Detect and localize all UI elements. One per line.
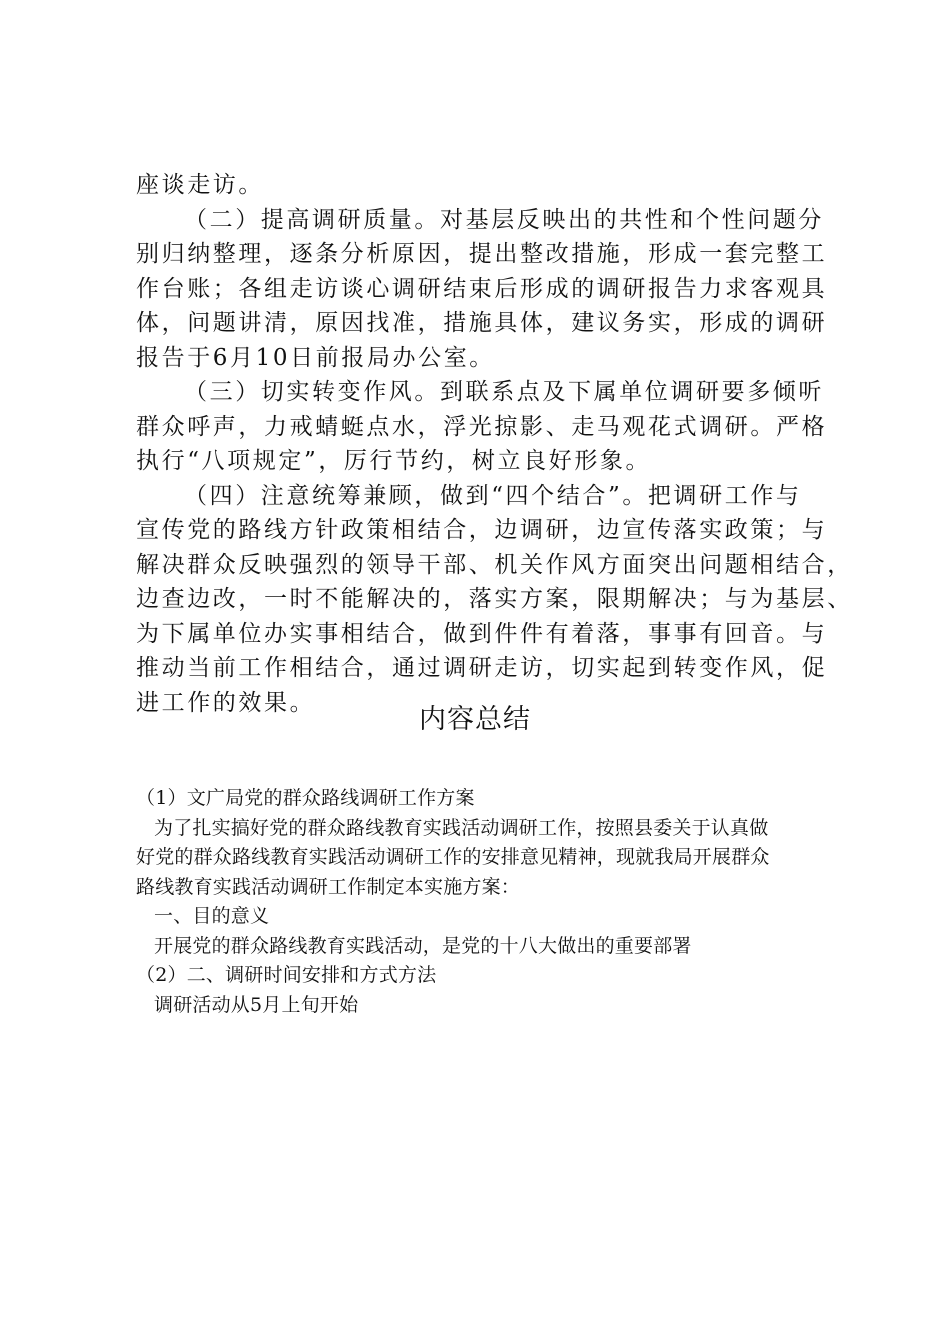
- body-line: 体，问题讲清，原因找准，措施具体，建议务实，形成的调研: [136, 310, 828, 336]
- body-line: 执行“八项规定”，厉行节约，树立良好形象。: [136, 448, 652, 474]
- body-line: 推动当前工作相结合，通过调研走访，切实起到转变作风，促: [136, 655, 828, 681]
- body-line: 座谈走访。: [136, 172, 264, 198]
- summary-line: 路线教育实践活动调研工作制定本实施方案：: [136, 875, 521, 898]
- body-line: 作台账；各组走访谈心调研结束后形成的调研报告力求客观具: [136, 275, 828, 302]
- body-line: 群众呼声，力戒蜻蜓点水，浮光掠影、走马观花式调研。严格: [136, 413, 828, 440]
- summary-line: 好党的群众路线教育实践活动调研工作的安排意见精神，现就我局开展群众: [136, 846, 770, 868]
- body-line: 进工作的效果。: [136, 689, 316, 716]
- summary-line: 为了扎实搞好党的群众路线教育实践活动调研工作，按照县委关于认真做: [154, 816, 769, 839]
- body-line: 报告于6月10日前报局办公室。: [136, 344, 495, 371]
- summary-line: 调研活动从5月上旬开始: [154, 993, 359, 1016]
- summary-section: [136, 784, 836, 1020]
- body-line: 边查边改，一时不能解决的，落实方案，限期解决；与为基层、: [136, 586, 853, 612]
- body-line: （三）切实转变作风。到联系点及下属单位调研要多倾听: [184, 379, 824, 405]
- summary-line: 一、目的意义: [154, 905, 270, 927]
- summary-title: 内容总结: [419, 704, 531, 735]
- body-line: 为下属单位办实事相结合，做到件件有着落，事事有回音。与: [136, 620, 828, 647]
- body-line: 别归纳整理，逐条分析原因，提出整改措施，形成一套完整工: [136, 241, 828, 267]
- summary-line: 开展党的群众路线教育实践活动，是党的十八大做出的重要部署: [154, 934, 692, 957]
- summary-heading: （1）文广局党的群众路线调研工作方案: [136, 787, 475, 809]
- summary-heading: （2）二、调研时间安排和方式方法: [136, 964, 437, 986]
- body-line: （四）注意统筹兼顾，做到“四个结合”。把调研工作与: [184, 482, 802, 509]
- body-line: 解决群众反映强烈的领导干部、机关作风方面突出问题相结合，: [136, 551, 853, 578]
- body-line: （二）提高调研质量。对基层反映出的共性和个性问题分: [184, 206, 824, 233]
- body-line: 宣传党的路线方针政策相结合，边调研，边宣传落实政策；与: [136, 517, 828, 543]
- body-text: [136, 168, 853, 720]
